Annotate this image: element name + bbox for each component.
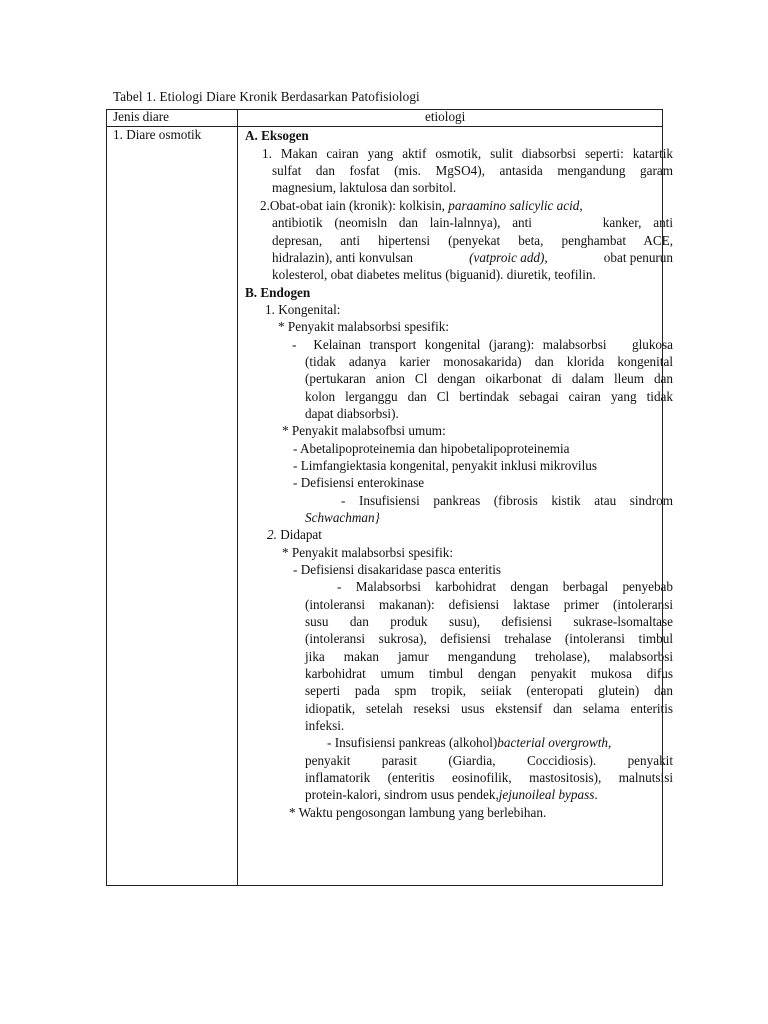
kelainan-line: - Kelainan transport kongenital (jarang): malabsorbsi glukosa — [292, 336, 673, 352]
malabsorbsi-line: jika makan jamur mengandung treholase), malabsorbsi — [305, 648, 673, 664]
malabsorbsi-line: idiopatik, setelah reseksi usus ekstensif dan selama enteritis — [305, 700, 673, 716]
insufisiensi-line: Schwachman} — [305, 510, 380, 525]
insuf-pankreas-line: protein-kalori, sindrom usus pendek,jejunoileal bypass. — [305, 787, 598, 802]
header-jenis-diare: Jenis diare — [113, 109, 170, 124]
endogen-heading: B. Endogen — [245, 284, 311, 300]
malabsorbsi-line: - Malabsorbsi karbohidrat dengan berbagal penyebab — [337, 579, 673, 594]
column-divider — [237, 110, 238, 885]
kongenital-umum-title: * Penyakit malabsofbsi umum: — [282, 423, 446, 438]
kelainan-line: dapat diabsorbsi). — [305, 406, 399, 421]
didapat-title: 2. Didapat — [267, 527, 322, 542]
header-etiologi: etiologi — [425, 109, 466, 124]
umum-item: - Defisiensi enterokinase — [293, 475, 425, 490]
eksogen-heading: A. Eksogen — [245, 128, 309, 143]
umum-item: - Abetalipoproteinemia dan hipobetalipoproteinemia — [293, 440, 570, 456]
waktu-pengosongan-line: * Waktu pengosongan lambung yang berlebihan. — [289, 804, 547, 820]
insufisiensi-line: - Insufisiensi pankreas (fibrosis kistik atau sindrom — [341, 492, 673, 508]
disakaridase-line: - Defisiensi disakaridase pasca enteritis — [293, 562, 501, 577]
malabsorbsi-line: seperti pada spm tropik, seiiak (enteropati glutein) dan — [305, 683, 673, 698]
kelainan-line: (pertukaran anion Cl dengan oikarbonat di dalam lleum dan — [305, 371, 673, 386]
table-caption: Tabel 1. Etiologi Diare Kronik Berdasarkan Patofisiologi — [113, 89, 420, 104]
diarrhea-type: 1. Diare osmotik — [113, 127, 202, 142]
kongenital-spesifik-title: * Penyakit malabsorbsi spesifik: — [278, 319, 450, 334]
kelainan-line: (tidak adanya karier monosakarida) dan klorida kongenital — [305, 354, 673, 369]
kongenital-title: 1. Kongenital: — [265, 302, 341, 317]
insuf-pankreas-line: inflamatorik (enteritis eosinofilik, mastositosis), malnutsisi — [305, 770, 673, 785]
eksogen-item2-line: hidralazin), anti konvulsan (vatproic add), obat penurun — [272, 250, 673, 265]
malabsorbsi-line: infeksi. — [305, 718, 345, 733]
eksogen-item1-line: 1. Makan cairan yang aktif osmotik, sulit diabsorbsi seperti: katartik — [262, 145, 673, 161]
eksogen-item2-line: 2.Obat-obat iain (kronik): kolkisin, paraamino salicylic acid, — [260, 197, 583, 213]
malabsorbsi-line: (intoleransi makanan): defisiensi laktase primer (intoleransi — [305, 596, 673, 612]
malabsorbsi-line: (intoleransi sukrosa), defisiensi trehalase (intoleransi timbul — [305, 631, 673, 646]
didapat-spesifik-title: * Penyakit malabsorbsi spesifik: — [282, 544, 454, 560]
umum-item: - Limfangiektasia kongenital, penyakit inklusi mikrovilus — [293, 458, 597, 473]
insuf-pankreas-line: - Insufisiensi pankreas (alkohol)bacterial overgrowth, — [327, 735, 612, 750]
etiology-table — [106, 109, 673, 886]
eksogen-item2-line: antibiotik (neomisln dan lain-lalnnya), anti kanker, anti — [272, 215, 673, 230]
eksogen-item2-line: depresan, anti hipertensi (penyekat beta, penghambat ACE, — [272, 232, 673, 248]
eksogen-item2-line: kolesterol, obat diabetes melitus (biguanid). diuretik, teofilin. — [272, 267, 596, 282]
insuf-pankreas-line: penyakit parasit (Giardia, Coccidiosis). penyakit — [305, 752, 673, 768]
malabsorbsi-line: karbohidrat umum timbul dengan penyakit mukosa difus — [305, 666, 673, 681]
malabsorbsi-line: susu dan produk susu), defisiensi sukrase-lsomaltase — [305, 614, 673, 629]
kelainan-line: kolon lerganggu dan Cl bertindak sebagai cairan yang tidak — [305, 388, 673, 404]
eksogen-item1-line: sulfat dan fosfat (mis. MgSO4), antasida mengandung garam — [272, 163, 673, 178]
eksogen-item1-line: magnesium, laktulosa dan sorbitol. — [272, 180, 457, 195]
